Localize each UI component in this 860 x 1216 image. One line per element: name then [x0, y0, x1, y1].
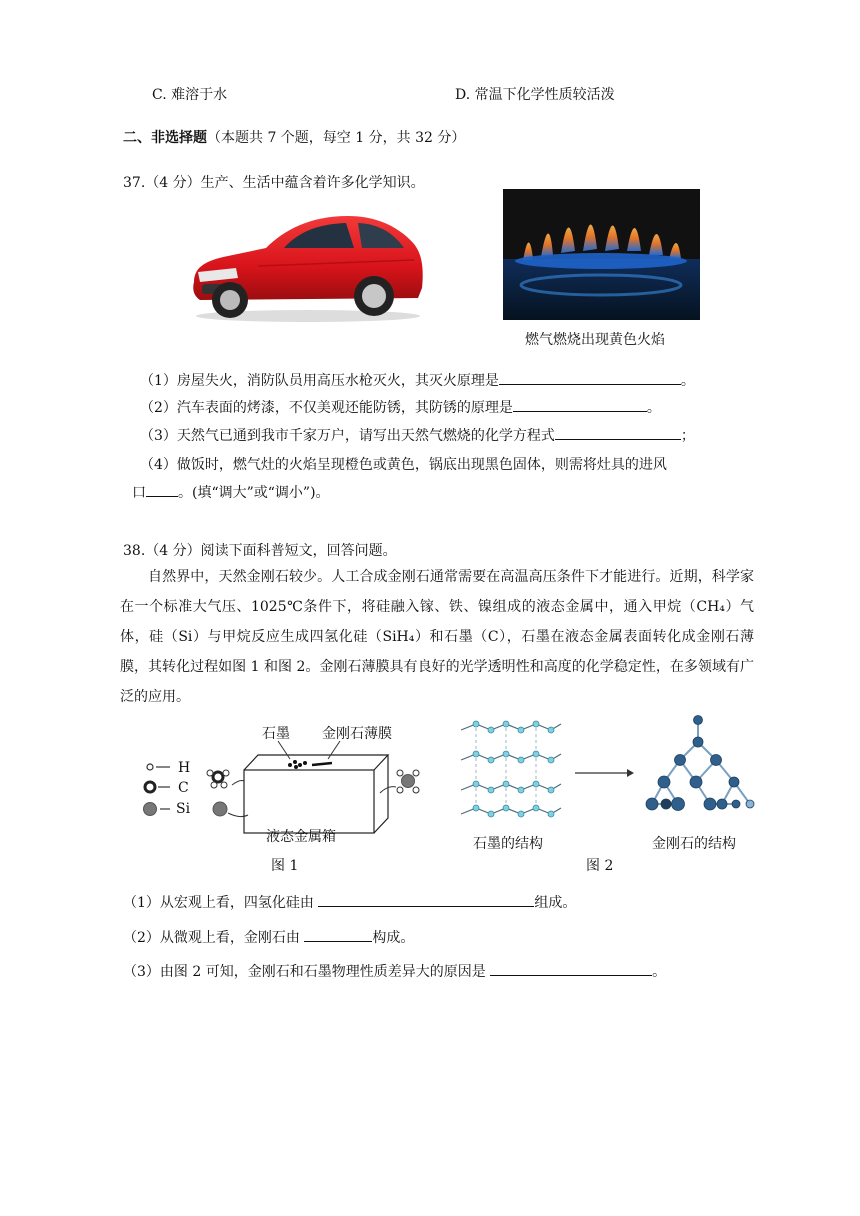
label-diamond-structure: 金刚石的结构 — [652, 836, 736, 852]
diamond-film-mark — [312, 763, 332, 765]
silicon-atom — [213, 802, 227, 816]
q37-item-4-cont-a: 口 — [132, 485, 146, 501]
answer-blank[interactable] — [304, 940, 372, 942]
legend-label-si: Si — [176, 801, 191, 817]
q38-question-1-end: 组成。 — [534, 895, 577, 911]
q37-item-4-cont-b: 。(填“调大”或“调小”)。 — [178, 485, 330, 501]
q38-paragraph: 自然界中，天然金刚石较少。人工合成金刚石通常需要在高温高压条件下才能进行。近期，科学家在一个标准大气压、1025℃条件下，将硅融入镓、铁、镍组成的液态金属中，通入甲烷（CH₄）气体，硅（Si）与甲烷反应生成四氢化硅（SiH₄）和石墨（C），石墨在液态金属表面转化成金刚石薄膜，其转化过程如图 1 和图 2。金刚石薄膜具有良好的光学透明性和高度的化学稳定性，在多领域有广泛的应用。 — [120, 569, 754, 705]
q37-stem: 37.（4 分）生产、生活中蕴含着许多化学知识。 — [123, 175, 425, 191]
legend-label-c: C — [178, 780, 189, 796]
graphite-structure-image — [456, 712, 566, 822]
silane-molecule — [397, 770, 419, 793]
q37-item-2-text: （2）汽车表面的烤漆，不仅美观还能防锈，其防锈的原理是 — [140, 400, 513, 416]
q37-item-2-end: 。 — [646, 400, 661, 416]
answer-blank[interactable] — [555, 438, 681, 440]
q37-item-3 — [140, 425, 695, 445]
answer-blank[interactable] — [490, 974, 652, 976]
legend-c — [145, 782, 170, 792]
q38-question-2 — [123, 927, 414, 947]
section-heading — [123, 127, 465, 147]
diamond-structure-image — [640, 712, 760, 822]
q38-question-2-text: （2）从微观上看，金刚石由 — [123, 930, 305, 946]
q37-item-2 — [140, 397, 661, 417]
option-c: C. 难溶于水 — [152, 87, 228, 103]
legend-h — [147, 764, 170, 770]
section-note: （本题共 7 个题，每空 1 分，共 32 分） — [207, 130, 466, 146]
gas-flame-image — [503, 189, 700, 320]
methane-molecule — [207, 770, 229, 788]
label-graphite: 石墨 — [262, 726, 290, 742]
label-diamond-film: 金刚石薄膜 — [322, 726, 392, 742]
flame-caption: 燃气燃烧出现黄色火焰 — [525, 332, 665, 348]
legend-label-h: H — [178, 760, 191, 776]
car-image — [188, 208, 428, 324]
q38-question-3 — [123, 961, 666, 981]
q38-stem: 38.（4 分）阅读下面科普短文，回答问题。 — [123, 543, 397, 559]
answer-blank[interactable] — [499, 383, 681, 385]
answer-blank[interactable] — [513, 410, 647, 412]
q37-item-4: （4）做饭时，燃气灶的火焰呈现橙色或黄色，锅底出现黑色固体，则需将灶具的进风 — [140, 457, 667, 473]
figure-1-title: 图 1 — [271, 858, 299, 874]
answer-blank[interactable] — [146, 495, 178, 497]
label-graphite-structure: 石墨的结构 — [473, 836, 543, 852]
section-title: 二、非选择题 — [123, 130, 207, 146]
option-d: D. 常温下化学性质较活泼 — [455, 87, 615, 103]
figure-2-title: 图 2 — [586, 858, 614, 874]
q37-item-1-text: （1）房屋失火，消防队员用高压水枪灭火，其灭火原理是 — [140, 373, 499, 389]
q38-question-3-text: （3）由图 2 可知，金刚石和石墨物理性质差异大的原因是 — [123, 964, 491, 980]
answer-blank[interactable] — [318, 905, 534, 907]
q37-item-3-end: ； — [680, 428, 695, 444]
graphite-dots — [288, 760, 307, 769]
q37-item-1 — [140, 370, 695, 390]
legend-si — [144, 803, 171, 816]
liquid-metal-box — [244, 755, 388, 833]
q38-question-1 — [123, 892, 576, 912]
q38-question-1-text: （1）从宏观上看，四氢化硅由 — [123, 895, 319, 911]
label-liquid-metal-box: 液态金属箱 — [266, 829, 336, 845]
q38-question-3-end: 。 — [652, 964, 667, 980]
q38-question-2-end: 构成。 — [372, 930, 415, 946]
q37-item-1-end: 。 — [680, 373, 695, 389]
q37-item-3-text: （3）天然气已通到我市千家万户，请写出天然气燃烧的化学方程式 — [140, 428, 555, 444]
q37-item-4-cont — [132, 482, 330, 502]
transform-arrow — [575, 766, 635, 780]
